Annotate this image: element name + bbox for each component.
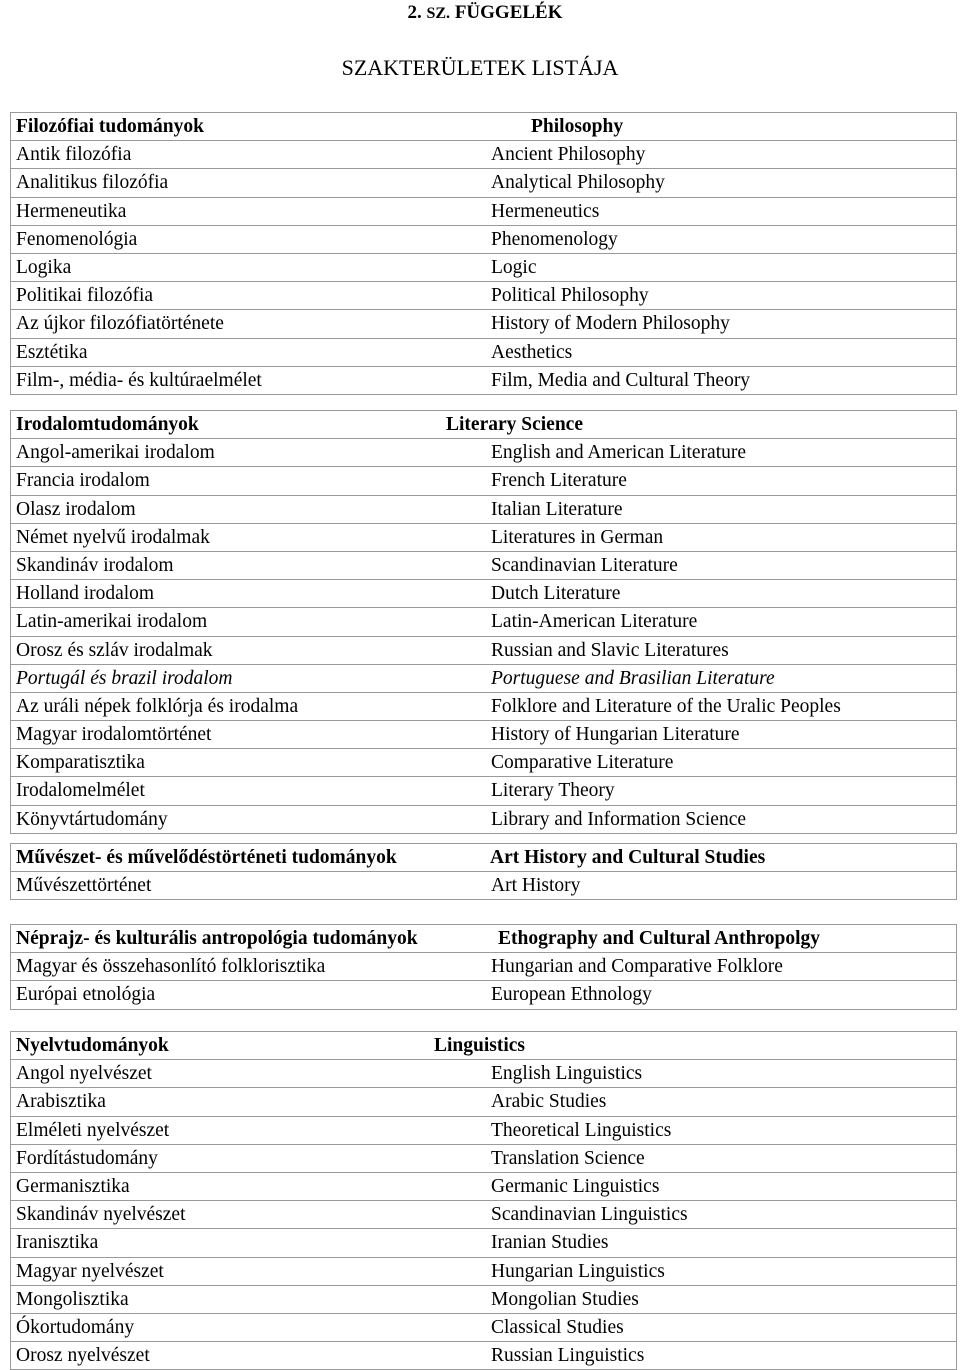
field-name-hu: Logika <box>16 256 72 278</box>
field-row <box>11 777 956 805</box>
field-name-hu: Művészettörténet <box>16 875 152 897</box>
field-name-en: Aesthetics <box>491 341 573 363</box>
field-row <box>11 1173 956 1201</box>
field-name-en: Translation Science <box>491 1147 645 1169</box>
field-name-en: Arabic Studies <box>491 1091 607 1113</box>
section-heading-row <box>11 411 956 439</box>
field-name-en: Hermeneutics <box>491 200 600 222</box>
field-name-en: Literary Theory <box>491 780 615 802</box>
field-row <box>11 608 956 636</box>
field-row <box>11 1060 956 1088</box>
field-name-en: Portuguese and Brasilian Literature <box>491 667 775 689</box>
field-name-en: French Literature <box>491 470 627 492</box>
section-heading-en: Literary Science <box>446 414 583 435</box>
field-name-hu: Ókortudomány <box>16 1316 135 1338</box>
field-name-en: Hungarian Linguistics <box>491 1260 665 1282</box>
field-name-hu: Orosz nyelvészet <box>16 1345 150 1367</box>
section-table <box>10 843 957 900</box>
field-name-en: History of Hungarian Literature <box>491 724 740 746</box>
section-heading-hu: Irodalomtudományok <box>16 414 199 435</box>
field-name-hu: Fenomenológia <box>16 228 138 250</box>
field-name-hu: Irodalomelmélet <box>16 780 145 802</box>
field-name-hu: Európai etnológia <box>16 984 156 1006</box>
field-name-en: European Ethnology <box>491 984 652 1006</box>
field-name-hu: Latin-amerikai irodalom <box>16 611 208 633</box>
field-row <box>11 198 956 226</box>
field-name-en: Literatures in German <box>491 526 664 548</box>
field-name-hu: Magyar irodalomtörténet <box>16 724 212 746</box>
field-name-en: Library and Information Science <box>491 808 747 830</box>
field-name-en: Comparative Literature <box>491 752 674 774</box>
field-row <box>11 141 956 169</box>
field-name-hu: Antik filozófia <box>16 144 132 166</box>
section-heading-en: Ethography and Cultural Anthropolgy <box>498 928 821 949</box>
field-row <box>11 665 956 693</box>
field-name-hu: Holland irodalom <box>16 583 155 605</box>
field-row <box>11 1258 956 1286</box>
field-row <box>11 367 956 394</box>
field-name-hu: Skandináv nyelvészet <box>16 1204 186 1226</box>
field-row <box>11 169 956 197</box>
field-name-en: Political Philosophy <box>491 285 649 307</box>
field-row <box>11 552 956 580</box>
section-table <box>10 410 957 834</box>
field-name-hu: Elméleti nyelvészet <box>16 1119 170 1141</box>
field-name-en: Russian Linguistics <box>491 1345 645 1367</box>
field-row <box>11 1342 956 1369</box>
field-name-en: Hungarian and Comparative Folklore <box>491 956 783 978</box>
field-row <box>11 1201 956 1229</box>
field-row <box>11 1145 956 1173</box>
field-name-en: Dutch Literature <box>491 583 621 605</box>
section-heading-row <box>11 1032 956 1060</box>
field-name-en: Analytical Philosophy <box>491 172 665 194</box>
field-name-hu: Az újkor filozófiatörténete <box>16 313 224 335</box>
section-heading-row <box>11 925 956 953</box>
section-heading-hu: Filozófiai tudományok <box>16 116 204 137</box>
field-row <box>11 467 956 495</box>
section-heading-hu: Nyelvtudományok <box>16 1035 169 1056</box>
field-name-hu: Angol-amerikai irodalom <box>16 442 215 464</box>
field-name-en: Italian Literature <box>491 498 623 520</box>
field-row <box>11 1229 956 1257</box>
page-title: SZAKTERÜLETEK LISTÁJA <box>341 55 619 80</box>
field-name-en: Scandinavian Literature <box>491 554 678 576</box>
field-row <box>11 1117 956 1145</box>
field-name-en: English Linguistics <box>491 1063 643 1085</box>
section-table <box>10 1031 957 1370</box>
field-name-hu: Analitikus filozófia <box>16 172 169 194</box>
field-name-en: Mongolian Studies <box>491 1288 639 1310</box>
field-name-en: Folklore and Literature of the Uralic Peoples <box>491 695 841 717</box>
field-row <box>11 339 956 367</box>
section-heading-en: Art History and Cultural Studies <box>490 847 766 868</box>
field-row <box>11 282 956 310</box>
field-row <box>11 749 956 777</box>
field-name-hu: Esztétika <box>16 341 88 363</box>
field-name-hu: Angol nyelvészet <box>16 1063 152 1085</box>
field-name-hu: Portugál és brazil irodalom <box>16 667 233 689</box>
field-name-en: Russian and Slavic Literatures <box>491 639 729 661</box>
field-name-hu: Német nyelvű irodalmak <box>16 526 210 548</box>
section-heading-hu: Művészet- és művelődéstörténeti tudományok <box>16 847 397 868</box>
field-row <box>11 981 956 1008</box>
field-row <box>11 693 956 721</box>
field-name-hu: Olasz irodalom <box>16 498 136 520</box>
field-row <box>11 226 956 254</box>
field-row <box>11 439 956 467</box>
field-name-hu: Politikai filozófia <box>16 285 154 307</box>
field-name-en: Latin-American Literature <box>491 611 698 633</box>
field-name-en: Iranian Studies <box>491 1232 609 1254</box>
field-row <box>11 872 956 899</box>
section-table <box>10 112 957 395</box>
appendix-sz: SZ. <box>426 5 451 22</box>
field-name-hu: Germanisztika <box>16 1175 130 1197</box>
field-row <box>11 637 956 665</box>
field-name-hu: Iranisztika <box>16 1232 99 1254</box>
field-name-en: Classical Studies <box>491 1316 624 1338</box>
field-name-hu: Skandináv irodalom <box>16 554 174 576</box>
field-name-en: Art History <box>491 875 581 897</box>
field-row <box>11 1088 956 1116</box>
field-row <box>11 953 956 981</box>
field-name-hu: Orosz és szláv irodalmak <box>16 639 213 661</box>
section-heading-hu: Néprajz- és kulturális antropológia tudományok <box>16 928 418 949</box>
field-name-hu: Magyar és összehasonlító folklorisztika <box>16 956 326 978</box>
field-name-en: Ancient Philosophy <box>491 144 646 166</box>
section-heading-row <box>11 113 956 141</box>
field-row <box>11 524 956 552</box>
field-name-hu: Könyvtártudomány <box>16 808 168 830</box>
appendix-number: 2. <box>407 2 422 23</box>
field-name-hu: Komparatisztika <box>16 752 145 774</box>
field-row <box>11 806 956 833</box>
field-name-hu: Magyar nyelvészet <box>16 1260 164 1282</box>
field-name-hu: Hermeneutika <box>16 200 127 222</box>
field-name-en: Scandinavian Linguistics <box>491 1204 688 1226</box>
field-name-hu: Mongolisztika <box>16 1288 129 1310</box>
field-name-en: English and American Literature <box>491 442 747 464</box>
field-name-hu: Az uráli népek folklórja és irodalma <box>16 695 299 717</box>
section-heading-row <box>11 844 956 872</box>
field-row <box>11 580 956 608</box>
field-name-en: Theoretical Linguistics <box>491 1119 672 1141</box>
field-row <box>11 254 956 282</box>
field-row <box>11 1314 956 1342</box>
field-row <box>11 1286 956 1314</box>
section-heading-en: Philosophy <box>531 116 624 137</box>
section-table <box>10 924 957 1010</box>
field-name-en: Logic <box>491 256 537 278</box>
field-name-en: Phenomenology <box>491 228 618 250</box>
field-name-en: Germanic Linguistics <box>491 1175 660 1197</box>
field-name-hu: Francia irodalom <box>16 470 150 492</box>
field-row <box>11 721 956 749</box>
appendix-word: FÜGGELÉK <box>454 2 563 23</box>
field-row <box>11 310 956 338</box>
field-name-hu: Fordítástudomány <box>16 1147 158 1169</box>
field-name-en: History of Modern Philosophy <box>491 313 730 335</box>
field-row <box>11 496 956 524</box>
field-name-hu: Film-, média- és kultúraelmélet <box>16 369 262 391</box>
field-name-en: Film, Media and Cultural Theory <box>491 369 751 391</box>
field-name-hu: Arabisztika <box>16 1091 106 1113</box>
section-heading-en: Linguistics <box>434 1035 526 1056</box>
